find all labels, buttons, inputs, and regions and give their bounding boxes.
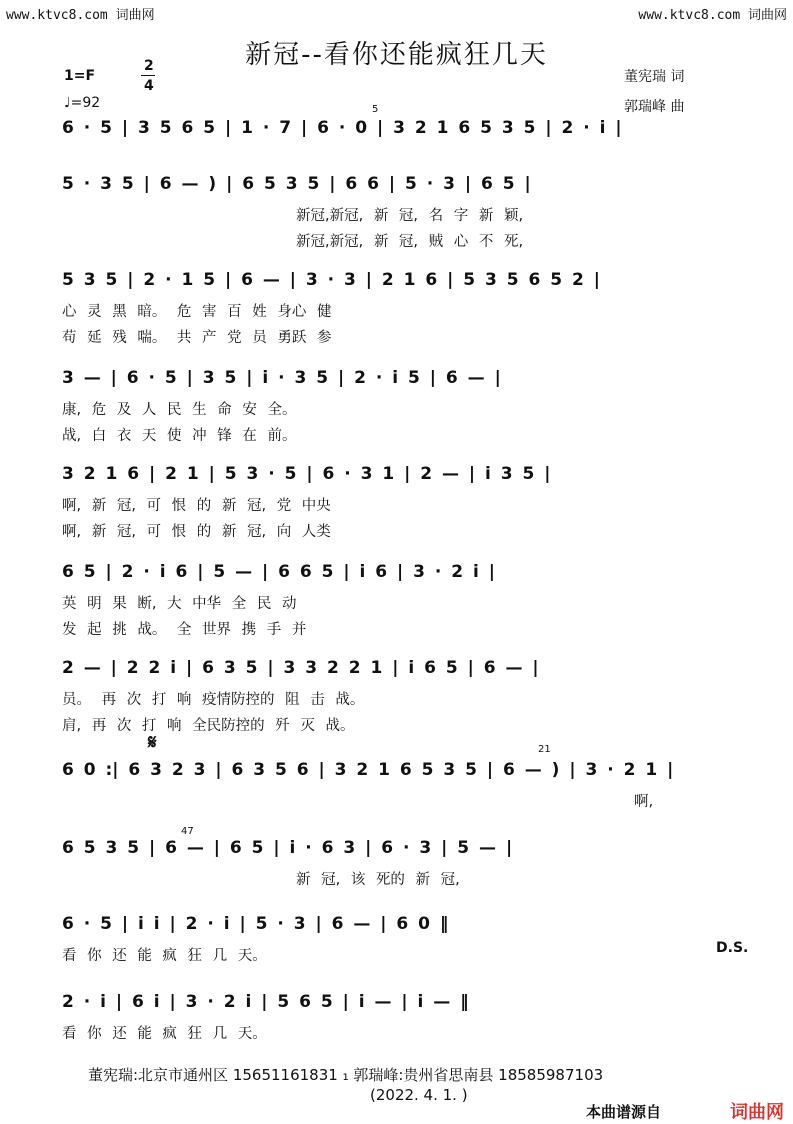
- lyric-line-verse-1: 员。 再 次 打 响 疫情防控的 阻 击 战。: [62, 692, 365, 708]
- lyric-line-verse-1: 康, 危 及 人 民 生 命 安 全。: [62, 402, 297, 418]
- lyric-line-verse-2: 新冠,新冠, 新 冠, 贼 心 不 死,: [296, 234, 524, 250]
- lyric-line-verse-1: 新 冠, 该 死的 新 冠,: [296, 872, 460, 888]
- notation-line: 3 2 1 6 | 2 1 | 5 3 · 5 | 6 · 3 1 | 2 — | i 3 5 |: [62, 464, 551, 484]
- watermark-right: www.ktvc8.com 词曲网: [638, 8, 787, 23]
- key-signature: 1=F: [64, 68, 96, 84]
- bar-number-21: 21: [538, 744, 551, 755]
- lyric-line-verse-2: 苟 延 残 喘。 共 产 党 员 勇跃 参: [62, 330, 332, 346]
- song-title: 新冠--看你还能疯狂几天: [245, 40, 548, 70]
- time-signature-divider: [141, 75, 155, 76]
- notation-line: 2 — | 2 2 i | 6 3 5 | 3 3 2 2 1 | i 6 5 | 6 — |: [62, 658, 539, 678]
- lyric-line-verse-2: 发 起 挑 战。 全 世界 携 手 并: [62, 622, 307, 638]
- contact-footer: 董宪瑞:北京市通州区 15651161831 ₁ 郭瑞峰:贵州省思南县 18585987103: [88, 1066, 604, 1084]
- composition-date: (2022. 4. 1. ): [370, 1086, 468, 1104]
- lyric-line-verse-2: 战, 白 衣 天 使 冲 锋 在 前。: [62, 428, 297, 444]
- time-signature-denominator: 4: [144, 78, 154, 94]
- lyric-line-verse-1: 看 你 还 能 疯 狂 几 天。: [62, 948, 267, 964]
- composer-credit: 郭瑞峰 曲: [624, 99, 685, 115]
- lyric-line-verse-1: 啊,: [634, 794, 654, 810]
- lyric-line-verse-1: 啊, 新 冠, 可 恨 的 新 冠, 党 中央: [62, 498, 331, 514]
- notation-line: 2 · i | 6 i | 3 · 2 i | 5 6 5 | i — | i — ‖: [62, 992, 469, 1012]
- watermark-left: www.ktvc8.com 词曲网: [6, 8, 155, 23]
- lyric-line-verse-1: 新冠,新冠, 新 冠, 名 字 新 颖,: [296, 208, 524, 224]
- lyric-line-verse-1: 英 明 果 断, 大 中华 全 民 动: [62, 596, 297, 612]
- bar-number-5: 5: [372, 104, 379, 115]
- bar-number-47: 47: [181, 826, 194, 837]
- lyricist-credit: 董宪瑞 词: [624, 69, 685, 85]
- notation-line: 6 · 5 | 3 5 6 5 | 1 · 7 | 6 · 0 | 3 2 1 6 5 3 5 | 2 · i |: [62, 118, 622, 138]
- time-signature-numerator: 2: [144, 58, 154, 74]
- notation-line: 6 · 5 | i i | 2 · i | 5 · 3 | 6 — | 6 0 ‖: [62, 914, 449, 934]
- segno-sign: 𝄋: [148, 730, 157, 754]
- lyric-line-verse-1: 看 你 还 能 疯 狂 几 天。: [62, 1026, 267, 1042]
- lyric-line-verse-1: 心 灵 黑 暗。 危 害 百 姓 身心 健: [62, 304, 332, 320]
- notation-line: 6 0 :| 6 3 2 3 | 6 3 5 6 | 3 2 1 6 5 3 5 | 6 — ) | 3 · 2 1 |: [62, 760, 674, 780]
- lyric-line-verse-2: 啊, 新 冠, 可 恨 的 新 冠, 向 人类: [62, 524, 331, 540]
- notation-line: 3 — | 6 · 5 | 3 5 | i · 3 5 | 2 · i 5 | 6 — |: [62, 368, 501, 388]
- lyric-line-verse-2: 肩, 再 次 打 响 全民防控的 歼 灭 战。: [62, 718, 355, 734]
- notation-line: 5 · 3 5 | 6 — ) | 6 5 3 5 | 6 6 | 5 · 3 | 6 5 |: [62, 174, 531, 194]
- dal-segno-mark: D.S.: [716, 940, 749, 956]
- notation-line: 6 5 3 5 | 6 — | 6 5 | i · 6 3 | 6 · 3 | 5 — |: [62, 838, 513, 858]
- site-brand[interactable]: 词曲网: [730, 1102, 784, 1123]
- notation-line: 5 3 5 | 2 · 1 5 | 6 — | 3 · 3 | 2 1 6 | 5 3 5 6 5 2 |: [62, 270, 600, 290]
- notation-line: 6 5 | 2 · i 6 | 5 — | 6 6 5 | i 6 | 3 · 2 i |: [62, 562, 495, 582]
- tempo-marking: ♩=92: [64, 95, 101, 111]
- source-label: 本曲谱源自: [586, 1103, 662, 1121]
